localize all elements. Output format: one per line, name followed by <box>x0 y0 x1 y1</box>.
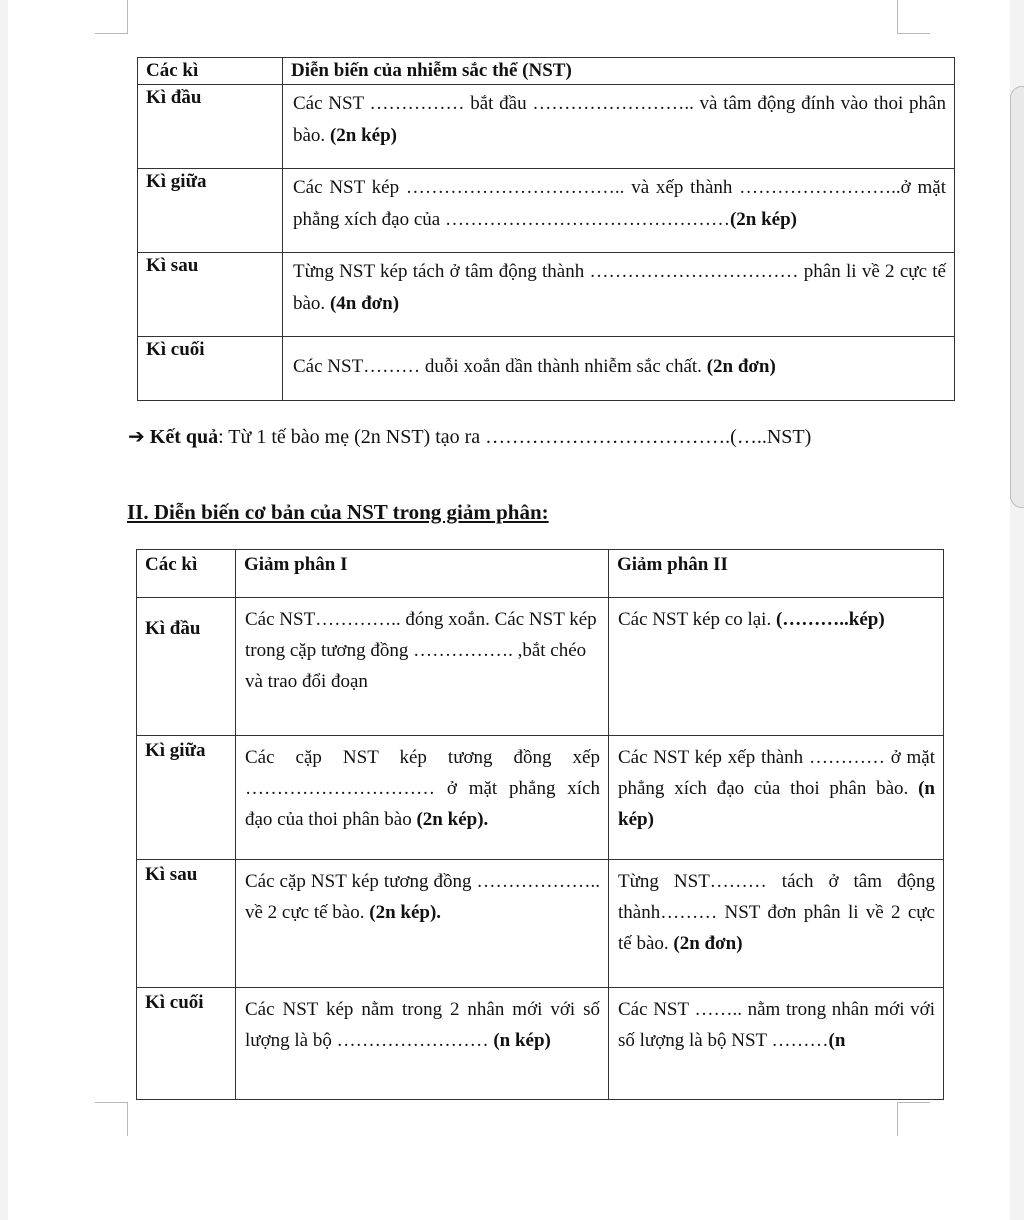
table-header-row <box>138 58 955 85</box>
meiosis-2-cell <box>609 860 944 988</box>
meiosis-2-text: Các NST kép co lại. <box>618 609 776 630</box>
crop-mark <box>127 1102 128 1136</box>
meiosis-1-cell <box>236 860 609 988</box>
meiosis-2-cell <box>609 598 944 736</box>
meiosis-2-cell <box>609 736 944 860</box>
table-row <box>137 860 944 988</box>
ploidy-note: (n kép) <box>618 778 935 830</box>
ploidy-note: (2n kép) <box>729 209 797 230</box>
phase-cell: Kì đầu <box>137 598 236 736</box>
phase-cell: Kì sau <box>137 860 236 988</box>
table-row <box>138 337 955 401</box>
ploidy-note: (2n kép). <box>369 902 442 923</box>
meiosis-1-text: Các NST………….. đóng xoắn. Các NST kép trong cặp tương đồng ……………. ,bắt chéo và trao đổi đoạn <box>245 609 597 692</box>
ploidy-note: (2n kép) <box>329 125 397 146</box>
header-phase: Các kì <box>138 58 283 85</box>
phase-cell: Kì giữa <box>138 169 283 253</box>
meiosis-1-text: Các cặp NST kép tương đồng xếp ………………………… ở mặt phẳng xích đạo của thoi phân bào <box>245 747 600 830</box>
description-cell <box>283 337 955 401</box>
header-chromosome-changes: Diễn biến của nhiễm sắc thể (NST) <box>283 58 955 85</box>
crop-mark <box>95 33 128 34</box>
description-text: Từng NST kép tách ở tâm động thành …………………………… phân li về 2 cực tế bào. <box>293 261 946 314</box>
table-row <box>137 736 944 860</box>
description-text: Các NST kép …………………………….. và xếp thành ……………………..ở mặt phẳng xích đạo của ……………………………………… <box>293 177 946 230</box>
description-cell <box>283 169 955 253</box>
meiosis-2-text: Các NST …….. nằm trong nhân mới với số lượng là bộ NST ……… <box>618 999 935 1051</box>
meiosis-1-text: Các cặp NST kép tương đồng ……………….. về 2 cực tế bào. <box>245 871 600 923</box>
description-cell <box>283 253 955 337</box>
page-curl-edge <box>1010 86 1024 508</box>
ploidy-note: (………..kép) <box>775 609 885 630</box>
table-header-row <box>137 550 944 598</box>
meiosis-2-text: Từng NST……… tách ở tâm động thành……… NST đơn phân li về 2 cực tế bào. <box>618 871 935 954</box>
crop-mark <box>897 33 930 34</box>
table-row <box>138 169 955 253</box>
description-text: Các NST……… duỗi xoắn dần thành nhiễm sắc chất. <box>293 356 702 377</box>
header-meiosis-1: Giảm phân I <box>236 550 609 598</box>
table-row <box>137 598 944 736</box>
phase-cell: Kì sau <box>138 253 283 337</box>
phase-cell: Kì cuối <box>137 988 236 1100</box>
ploidy-note: (n <box>828 1030 846 1051</box>
phase-cell: Kì cuối <box>138 337 283 401</box>
header-phase: Các kì <box>137 550 236 598</box>
section-title: II. Diễn biến cơ bản của NST trong giảm phân: <box>127 500 549 524</box>
crop-mark <box>95 1102 128 1103</box>
meiosis-table <box>136 549 944 1100</box>
header-meiosis-2: Giảm phân II <box>609 550 944 598</box>
meiosis-1-text: Các NST kép nằm trong 2 nhân mới với số lượng là bộ …………………… <box>245 999 600 1051</box>
meiosis-2-text: Các NST kép xếp thành ………… ở mặt phẳng xích đạo của thoi phân bào. <box>618 747 935 799</box>
phase-cell: Kì đầu <box>138 85 283 169</box>
ploidy-note: (n kép) <box>493 1030 551 1051</box>
mitosis-table <box>137 57 955 401</box>
meiosis-1-cell <box>236 988 609 1100</box>
table-row <box>138 85 955 169</box>
result-label: Kết quả <box>149 426 219 448</box>
phase-cell: Kì giữa <box>137 736 236 860</box>
meiosis-1-cell <box>236 598 609 736</box>
crop-mark <box>897 0 898 34</box>
table-row <box>138 253 955 337</box>
result-line <box>128 424 811 449</box>
table-row <box>137 988 944 1100</box>
meiosis-2-cell <box>609 988 944 1100</box>
arrow-icon: ➔ <box>128 426 145 448</box>
ploidy-note: (2n đơn) <box>673 933 743 954</box>
ploidy-note: (2n kép). <box>416 809 489 830</box>
description-cell <box>283 85 955 169</box>
crop-mark <box>897 1102 898 1136</box>
crop-mark <box>127 0 128 34</box>
crop-mark <box>897 1102 930 1103</box>
meiosis-1-cell <box>236 736 609 860</box>
ploidy-note: (4n đơn) <box>329 293 400 314</box>
description-text: Các NST …………… bắt đầu …………………….. và tâm động đính vào thoi phân bào. <box>293 93 946 146</box>
ploidy-note: (2n đơn) <box>706 356 776 377</box>
result-text: : Từ 1 tế bào mẹ (2n NST) tạo ra ……………………………….(…..NST) <box>218 426 812 448</box>
